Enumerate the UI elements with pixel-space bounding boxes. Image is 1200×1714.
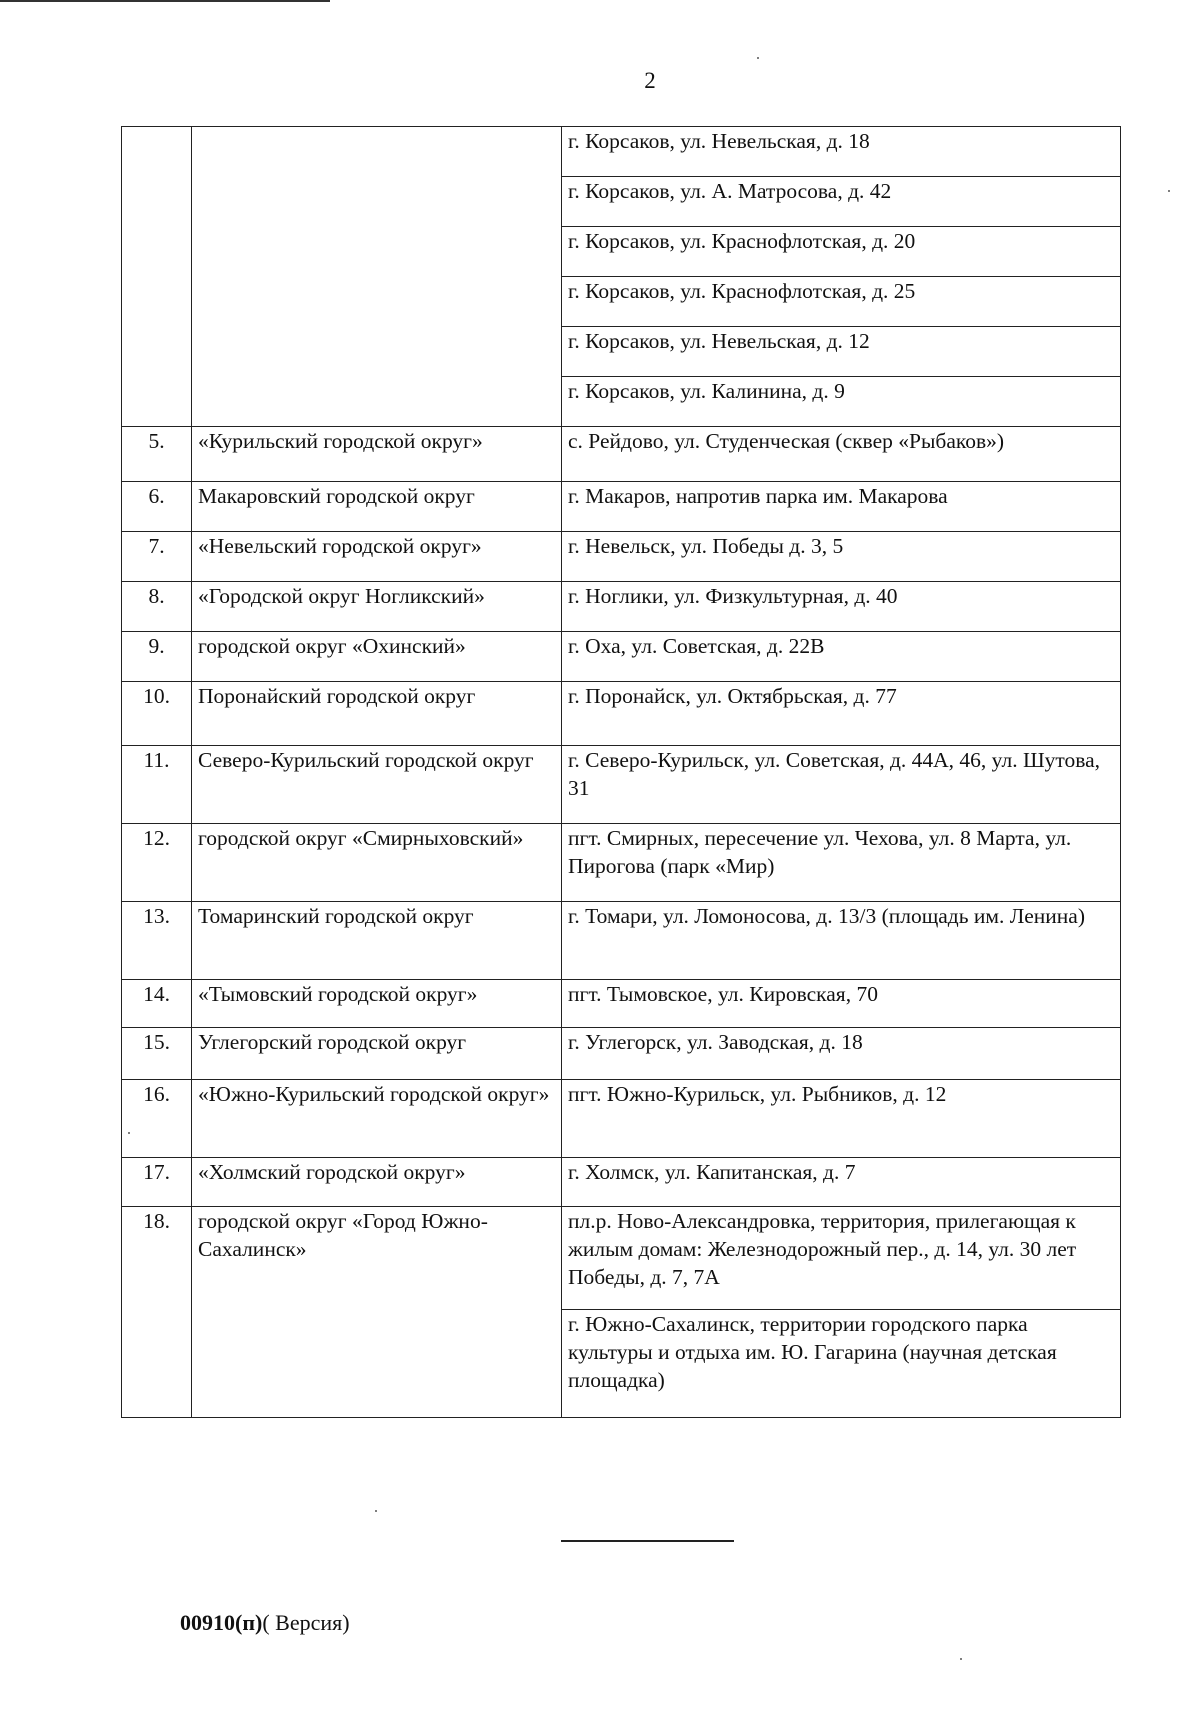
- row-number-cell: 15.: [122, 1028, 192, 1080]
- document-version: ( Версия): [262, 1610, 350, 1635]
- address-cell: г. Корсаков, ул. Краснофлотская, д. 25: [562, 277, 1121, 327]
- scan-speck: [375, 1510, 377, 1512]
- row-number-cell: 12.: [122, 824, 192, 902]
- table-row: [122, 532, 1121, 582]
- address-cell: пгт. Смирных, пересечение ул. Чехова, ул. 8 Марта, ул. Пирогова (парк «Мир): [562, 824, 1121, 902]
- address-cell: пл.р. Ново-Александровка, территория, прилегающая к жилым домам: Железнодорожный пер., д. 14, ул. 30 лет Победы, д. 7, 7А: [562, 1207, 1121, 1310]
- table-row: [122, 127, 1121, 177]
- district-cell: городской округ «Охинский»: [192, 632, 562, 682]
- table-row: [122, 582, 1121, 632]
- district-cell: Томаринский городской округ: [192, 902, 562, 980]
- row-number-cell: [122, 127, 192, 427]
- address-cell: г. Корсаков, ул. Невельская, д. 12: [562, 327, 1121, 377]
- district-cell: городской округ «Город Южно-Сахалинск»: [192, 1207, 562, 1418]
- document-footer: [180, 1610, 350, 1636]
- table-row: [122, 1028, 1121, 1080]
- table-row: [122, 902, 1121, 980]
- document-code: 00910(п): [180, 1610, 263, 1635]
- row-number-cell: 14.: [122, 980, 192, 1028]
- row-number-cell: 9.: [122, 632, 192, 682]
- row-number-cell: 8.: [122, 582, 192, 632]
- address-cell: г. Оха, ул. Советская, д. 22В: [562, 632, 1121, 682]
- district-cell: «Южно-Курильский городской округ»: [192, 1080, 562, 1158]
- row-number-cell: 18.: [122, 1207, 192, 1418]
- table-row: [122, 824, 1121, 902]
- row-number-cell: 10.: [122, 682, 192, 746]
- district-cell: «Курильский городской округ»: [192, 427, 562, 482]
- address-cell: г. Корсаков, ул. А. Матросова, д. 42: [562, 177, 1121, 227]
- row-number-cell: 16.: [122, 1080, 192, 1158]
- scan-speck: [757, 57, 759, 59]
- district-cell: [192, 127, 562, 427]
- address-cell: г. Корсаков, ул. Калинина, д. 9: [562, 377, 1121, 427]
- address-cell: г. Холмск, ул. Капитанская, д. 7: [562, 1158, 1121, 1207]
- row-number-cell: 17.: [122, 1158, 192, 1207]
- row-number-cell: 6.: [122, 482, 192, 532]
- district-cell: «Невельский городской округ»: [192, 532, 562, 582]
- scan-speck: [960, 1658, 962, 1660]
- scan-speck: [1168, 190, 1170, 192]
- row-number-cell: 7.: [122, 532, 192, 582]
- address-cell: г. Томари, ул. Ломоносова, д. 13/3 (площадь им. Ленина): [562, 902, 1121, 980]
- table-row: [122, 632, 1121, 682]
- district-cell: Углегорский городской округ: [192, 1028, 562, 1080]
- row-number-cell: 13.: [122, 902, 192, 980]
- scan-speck: [128, 1132, 130, 1134]
- top-scan-rule: [0, 0, 330, 2]
- row-number-cell: 11.: [122, 746, 192, 824]
- table-row: [122, 1207, 1121, 1310]
- page-number: 2: [644, 68, 656, 93]
- table-row: [122, 427, 1121, 482]
- table-row: [122, 1080, 1121, 1158]
- table-row: [122, 482, 1121, 532]
- district-cell: «Городской округ Ногликский»: [192, 582, 562, 632]
- address-cell: г. Углегорск, ул. Заводская, д. 18: [562, 1028, 1121, 1080]
- district-cell: городской округ «Смирныховский»: [192, 824, 562, 902]
- address-cell: пгт. Южно-Курильск, ул. Рыбников, д. 12: [562, 1080, 1121, 1158]
- address-cell: г. Северо-Курильск, ул. Советская, д. 44А, 46, ул. Шутова, 31: [562, 746, 1121, 824]
- district-cell: «Тымовский городской округ»: [192, 980, 562, 1028]
- table-row: [122, 980, 1121, 1028]
- table-row: [122, 682, 1121, 746]
- address-cell: г. Корсаков, ул. Невельская, д. 18: [562, 127, 1121, 177]
- closing-rule: [561, 1540, 734, 1542]
- locations-table: [121, 126, 1121, 1418]
- address-cell: г. Невельск, ул. Победы д. 3, 5: [562, 532, 1121, 582]
- address-cell: с. Рейдово, ул. Студенческая (сквер «Рыбаков»): [562, 427, 1121, 482]
- address-cell: г. Макаров, напротив парка им. Макарова: [562, 482, 1121, 532]
- row-number-cell: 5.: [122, 427, 192, 482]
- district-cell: Макаровский городской округ: [192, 482, 562, 532]
- district-cell: Северо-Курильский городской округ: [192, 746, 562, 824]
- address-cell: пгт. Тымовское, ул. Кировская, 70: [562, 980, 1121, 1028]
- address-cell: г. Корсаков, ул. Краснофлотская, д. 20: [562, 227, 1121, 277]
- address-cell: г. Ноглики, ул. Физкультурная, д. 40: [562, 582, 1121, 632]
- table-row: [122, 746, 1121, 824]
- district-cell: Поронайский городской округ: [192, 682, 562, 746]
- district-cell: «Холмский городской округ»: [192, 1158, 562, 1207]
- address-cell: г. Южно-Сахалинск, территории городского парка культуры и отдыха им. Ю. Гагарина (научная детская площадка): [562, 1310, 1121, 1418]
- table-row: [122, 1158, 1121, 1207]
- address-cell: г. Поронайск, ул. Октябрьская, д. 77: [562, 682, 1121, 746]
